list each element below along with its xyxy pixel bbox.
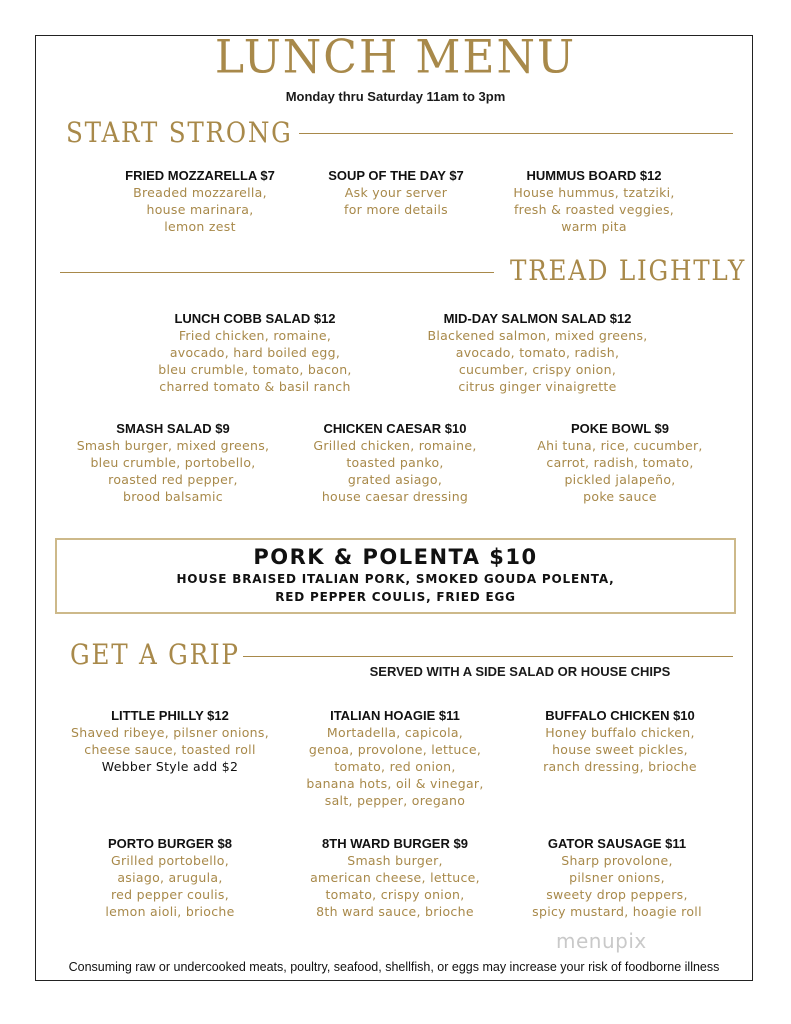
- item-desc-line: Grilled portobello,: [110, 853, 229, 868]
- item-desc-line: Fried chicken, romaine,: [178, 328, 332, 343]
- featured-item-name: PORK & POLENTA $10: [253, 545, 538, 569]
- section-rule: [243, 656, 733, 657]
- item-name: CHICKEN CAESAR $10: [323, 421, 467, 436]
- item-desc-line: lemon zest: [164, 219, 236, 234]
- item-desc-line: tomato, crispy onion,: [325, 887, 465, 902]
- health-disclaimer: Consuming raw or undercooked meats, poultry, seafood, shellfish, or eggs may increase your risk of foodborne illness: [68, 960, 720, 974]
- featured-item-desc-line: RED PEPPER COULIS, FRIED EGG: [275, 590, 516, 604]
- item-desc-line: tomato, red onion,: [334, 759, 456, 774]
- item-desc-line: citrus ginger vinaigrette: [458, 379, 617, 394]
- item-desc-line: House hummus, tzatziki,: [513, 185, 675, 200]
- menu-item: [484, 167, 704, 235]
- menu-item: [285, 707, 505, 809]
- item-desc-line: Sharp provolone,: [561, 853, 673, 868]
- menu-item: [291, 167, 501, 218]
- menu-item: [290, 420, 500, 505]
- menu-item: [95, 167, 305, 235]
- item-desc-line: lemon aioli, brioche: [105, 904, 235, 919]
- item-name: MID-DAY SALMON SALAD $12: [443, 311, 632, 326]
- item-name: ITALIAN HOAGIE $11: [330, 708, 460, 723]
- item-desc-line: ranch dressing, brioche: [543, 759, 697, 774]
- section-rule: [299, 133, 733, 134]
- item-desc-line: toasted panko,: [346, 455, 444, 470]
- item-name: SMASH SALAD $9: [116, 421, 230, 436]
- item-desc-line: poke sauce: [583, 489, 657, 504]
- menu-title: LUNCH MENU: [214, 30, 577, 85]
- item-name: SOUP OF THE DAY $7: [328, 168, 464, 183]
- watermark-logo: menupix: [556, 929, 647, 953]
- item-desc-line: avocado, tomato, radish,: [455, 345, 620, 360]
- item-desc-line: Smash burger,: [347, 853, 443, 868]
- menu-item: [410, 310, 665, 395]
- item-desc-line: Mortadella, capicola,: [326, 725, 464, 740]
- menu-item: [285, 835, 505, 920]
- item-desc-line: Honey buffalo chicken,: [545, 725, 695, 740]
- item-desc-line: house sweet pickles,: [552, 742, 688, 757]
- item-name: LITTLE PHILLY $12: [111, 708, 229, 723]
- item-name: GATOR SAUSAGE $11: [547, 836, 687, 851]
- item-desc-line: asiago, arugula,: [117, 870, 223, 885]
- item-desc-line: american cheese, lettuce,: [310, 870, 480, 885]
- item-desc-line: Ahi tuna, rice, cucumber,: [537, 438, 703, 453]
- item-desc-line: pilsner onions,: [569, 870, 665, 885]
- item-add-on: Webber Style add $2: [101, 759, 239, 774]
- item-desc-line: brood balsamic: [123, 489, 223, 504]
- item-desc-line: red pepper coulis,: [110, 887, 230, 902]
- menu-hours: Monday thru Saturday 11am to 3pm: [285, 89, 506, 104]
- item-desc-line: Shaved ribeye, pilsner onions,: [70, 725, 269, 740]
- item-name: HUMMUS BOARD $12: [526, 168, 662, 183]
- item-desc-line: grated asiago,: [347, 472, 443, 487]
- section-heading-get-a-grip: GET A GRIP: [70, 638, 240, 671]
- item-desc-line: Ask your server: [344, 185, 448, 200]
- item-desc-line: spicy mustard, hoagie roll: [532, 904, 702, 919]
- item-desc-line: for more details: [344, 202, 448, 217]
- item-desc-line: bleu crumble, tomato, bacon,: [158, 362, 352, 377]
- item-name: POKE BOWL $9: [570, 421, 669, 436]
- item-desc-line: Breaded mozzarella,: [133, 185, 267, 200]
- item-desc-line: house marinara,: [146, 202, 254, 217]
- item-desc-line: genoa, provolone, lettuce,: [308, 742, 482, 757]
- section-heading-start-strong: START STRONG: [66, 116, 293, 149]
- item-desc-line: salt, pepper, oregano: [324, 793, 466, 808]
- item-desc-line: Grilled chicken, romaine,: [313, 438, 477, 453]
- item-desc-line: house caesar dressing: [321, 489, 469, 504]
- featured-item-box: [55, 538, 736, 614]
- item-desc-line: 8th ward sauce, brioche: [316, 904, 474, 919]
- sides-note: SERVED WITH A SIDE SALAD OR HOUSE CHIPS: [369, 664, 671, 679]
- menu-item: [60, 835, 280, 920]
- item-name: FRIED MOZZARELLA $7: [125, 168, 275, 183]
- item-name: PORTO BURGER $8: [107, 836, 232, 851]
- item-name: BUFFALO CHICKEN $10: [545, 708, 695, 723]
- item-desc-line: cucumber, crispy onion,: [458, 362, 617, 377]
- item-name: 8TH WARD BURGER $9: [322, 836, 468, 851]
- item-desc-line: charred tomato & basil ranch: [159, 379, 351, 394]
- item-desc-line: warm pita: [561, 219, 627, 234]
- item-desc-line: avocado, hard boiled egg,: [169, 345, 341, 360]
- menu-item: [60, 707, 280, 775]
- menu-item: [130, 310, 380, 395]
- menu-item: [510, 707, 730, 775]
- item-name: LUNCH COBB SALAD $12: [174, 311, 336, 326]
- menu-item: [502, 835, 732, 920]
- section-heading-tread-lightly: TREAD LIGHTLY: [510, 254, 746, 287]
- item-desc-line: cheese sauce, toasted roll: [84, 742, 256, 757]
- featured-item-desc-line: HOUSE BRAISED ITALIAN PORK, SMOKED GOUDA POLENTA,: [176, 572, 615, 586]
- item-desc-line: pickled jalapeño,: [564, 472, 676, 487]
- item-desc-line: Smash burger, mixed greens,: [76, 438, 270, 453]
- item-desc-line: fresh & roasted veggies,: [513, 202, 675, 217]
- item-desc-line: Blackened salmon, mixed greens,: [427, 328, 648, 343]
- item-desc-line: banana hots, oil & vinegar,: [306, 776, 484, 791]
- item-desc-line: roasted red pepper,: [108, 472, 238, 487]
- item-desc-line: sweety drop peppers,: [546, 887, 688, 902]
- menu-item: [515, 420, 725, 505]
- item-desc-line: carrot, radish, tomato,: [546, 455, 694, 470]
- section-rule: [60, 272, 494, 273]
- item-desc-line: bleu crumble, portobello,: [90, 455, 256, 470]
- menu-item: [68, 420, 278, 505]
